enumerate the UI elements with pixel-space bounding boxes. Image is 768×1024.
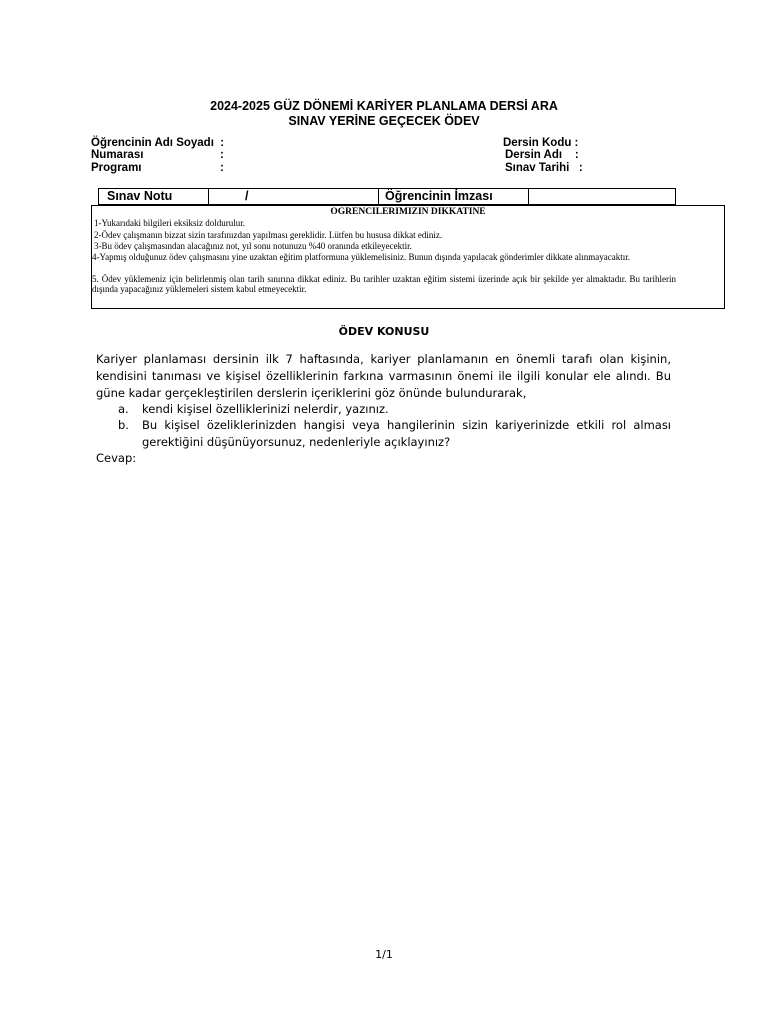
- question-marker: b.: [118, 418, 129, 432]
- question-text: kendi kişisel özelliklerinizi nelerdir, yazınız.: [142, 402, 389, 416]
- student-number-label: Numarası: [91, 149, 144, 161]
- question-text: Bu kişisel özeliklerinizden hangisi veya hangilerinin sizin kariyerinizde etkili rol alması gerektiğini düşünüyorsunuz, nedenleriyle açıklayınız?: [142, 418, 671, 449]
- table-divider: [528, 189, 529, 204]
- page-number: 1/1: [375, 948, 393, 961]
- grade-signature-table: [98, 188, 676, 205]
- student-name-label: Öğrencinin Adı Soyadı :: [91, 137, 225, 149]
- notice-item: 1-Yukarıdaki bilgileri eksiksiz doldurulur.: [94, 218, 245, 228]
- exam-grade-label: Sınav Notu: [107, 189, 173, 203]
- course-code-label: Dersin Kodu :: [503, 137, 579, 149]
- student-signature-label: Öğrencinin İmzası: [385, 189, 493, 203]
- notice-title: OGRENCILERIMIZIN DIKKATINE: [330, 207, 486, 217]
- notice-item: 4-Yapmış olduğunuz ödev çalışmasını yine uzaktan eğitim platformuna yüklemelisiniz. Bunun dışında yapılacak gönderimler dikkate alınmayacaktır.: [92, 252, 630, 262]
- grade-slash: /: [245, 189, 249, 203]
- notice-box: [91, 205, 725, 309]
- document-title-line1: 2024-2025 GÜZ DÖNEMİ KARİYER PLANLAMA DERSİ ARA: [210, 99, 558, 113]
- document-title-line2: SINAV YERİNE GEÇECEK ÖDEV: [288, 114, 480, 128]
- exam-date-label: Sınav Tarihi :: [505, 162, 583, 174]
- question-marker: a.: [118, 402, 129, 416]
- notice-item: 5. Ödev yüklemeniz için belirlenmiş olan tarih sınırına dikkat ediniz. Bu tarihler uzaktan eğitim sistemi üzerinde açık bir şekilde yer almaktadır. Bu tarihlerin dışında yapacağınız yüklemeleri sistem kabul etmeyecektir.: [92, 274, 676, 294]
- answer-label: Cevap:: [96, 451, 137, 465]
- student-program-label: Programı: [91, 162, 142, 174]
- notice-item: 2-Ödev çalışmanın bizzat sizin tarafınızdan yapılması gereklidir. Lütfen bu hususa dikkat ediniz.: [94, 230, 443, 240]
- assignment-title: ÖDEV KONUSU: [338, 325, 430, 338]
- table-divider: [208, 189, 209, 204]
- student-number-colon: :: [220, 149, 224, 161]
- notice-item: 3-Bu ödev çalışmasından alacağınız not, yıl sonu notunuzu %40 oranında etkileyecektir.: [94, 241, 412, 251]
- assignment-intro: Kariyer planlaması dersinin ilk 7 haftasında, kariyer planlamanın en önemli tarafı olan kişinin, kendisini tanıması ve kişisel özelliklerinin farkına varmasının önemi ile ilgili konular ele alındı. Bu güne kadar gerçekleştirilen derslerin içeriklerini göz önünde bulundurarak,: [96, 352, 671, 400]
- table-divider: [378, 189, 379, 204]
- course-name-label: Dersin Adı :: [505, 149, 579, 161]
- student-program-colon: :: [220, 162, 224, 174]
